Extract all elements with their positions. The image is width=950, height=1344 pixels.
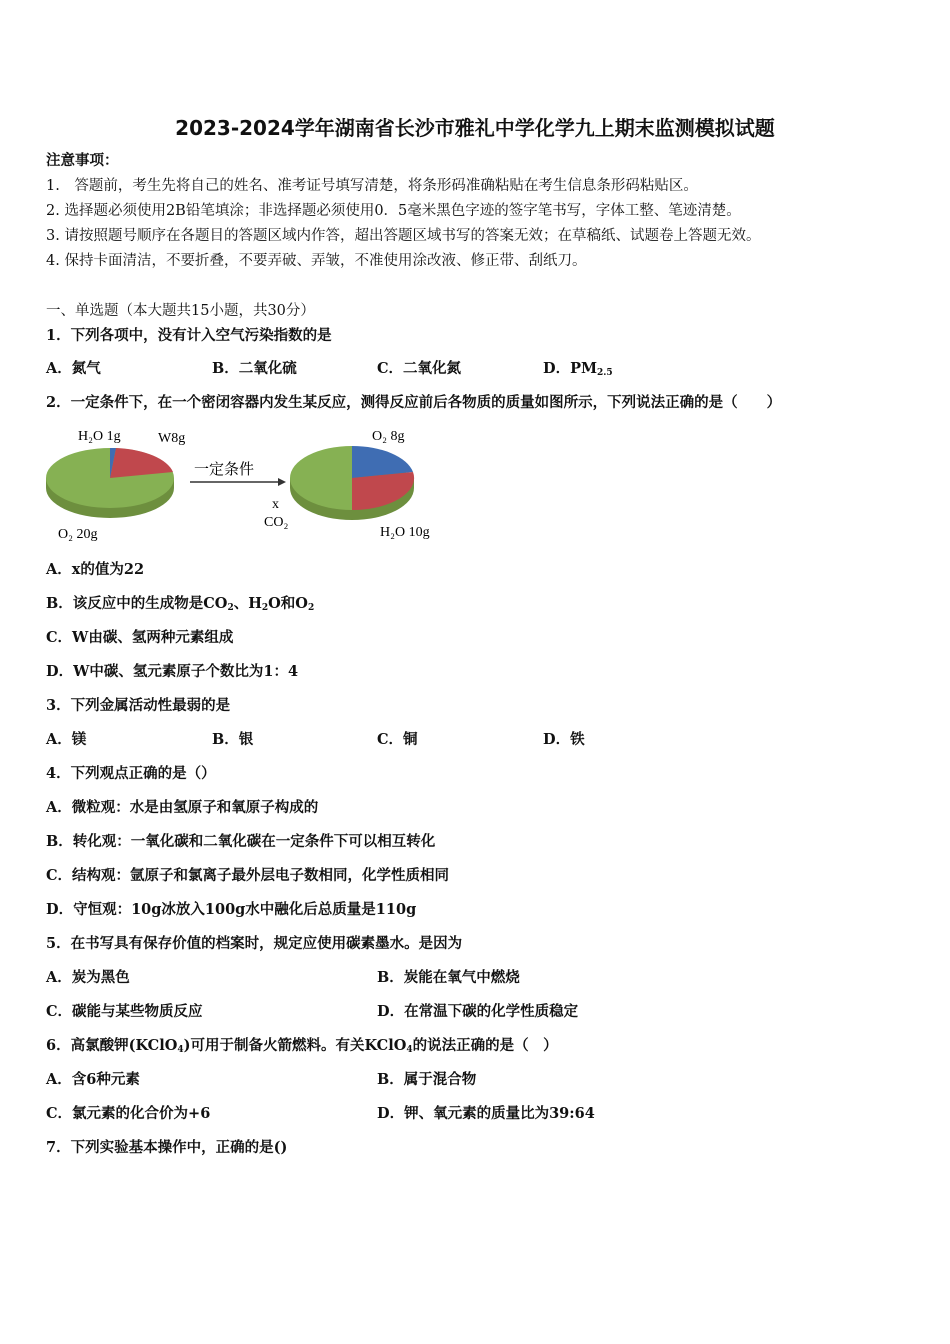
right-label-h2o: H₂O 10g: [380, 525, 430, 540]
q5-option-b: B．炭能在氧气中燃烧: [377, 969, 520, 986]
q4-option-b: B．转化观：一氧化碳和二氧化碳在一定条件下可以相互转化: [46, 833, 436, 850]
notice-item-1: 1. 答题前，考生先将自己的姓名、准考证号填写清楚，将条形码准确粘贴在考生信息条形码粘贴区。: [46, 178, 698, 194]
notice-item-3: 3. 请按照题号顺序在各题目的答题区域内作答，超出答题区域书写的答案无效；在草稿纸、试题卷上答题无效。: [46, 228, 761, 244]
right-label-o2: O₂ 8g: [372, 429, 405, 444]
left-label-h2o: H₂O 1g: [78, 429, 121, 444]
q6-stem: 6．高氯酸钾(KClO$_4$)可用于制备火箭燃料。有关KClO$_4$的说法正确的是（ ）: [46, 1037, 558, 1055]
q6-option-c: C．氯元素的化合价为+6: [46, 1105, 211, 1122]
q1-option-c: C．二氧化氮: [377, 360, 462, 377]
q4-option-c: C．结构观：氩原子和氯离子最外层电子数相同，化学性质相同: [46, 867, 450, 884]
notice-item-2: 2. 选择题必须使用2B铅笔填涂；非选择题必须使用0．5毫米黑色字迹的签字笔书写，字体工整、笔迹清楚。: [46, 203, 741, 219]
q2-option-d: D．W中碳、氢元素原子个数比为1：4: [46, 663, 299, 680]
q5-option-d: D．在常温下碳的化学性质稳定: [377, 1003, 579, 1020]
q3-option-c: C．铜: [377, 731, 418, 748]
q4-option-a: A．微粒观：水是由氢原子和氧原子构成的: [46, 799, 319, 816]
q2-stem: 2．一定条件下，在一个密闭容器内发生某反应，测得反应前后各物质的质量如图所示，下列说法正确的是（ ）: [46, 394, 782, 411]
q6-option-a: A．含6种元素: [46, 1071, 140, 1088]
q1-option-a: A．氮气: [46, 360, 101, 377]
q7-stem: 7．下列实验基本操作中，正确的是(): [46, 1139, 288, 1156]
section-heading: 一、单选题（本大题共15小题，共30分）: [46, 303, 315, 319]
left-label-w: W8g: [158, 431, 186, 446]
arrow-label: 一定条件: [194, 460, 255, 478]
q2-option-b: B．该反应中的生成物是$CO_2$、$H_2O$和$O_2$: [46, 595, 315, 613]
q6-option-d: D．钾、氧元素的质量比为39:64: [377, 1105, 595, 1122]
q2-option-c: C．W由碳、氢两种元素组成: [46, 629, 234, 646]
left-label-o2: O₂ 20g: [58, 527, 98, 542]
q5-option-a: A．炭为黑色: [46, 969, 130, 986]
right-label-x: x: [272, 497, 279, 512]
q4-option-d: D．守恒观：10g冰放入100g水中融化后总质量是110g: [46, 901, 417, 918]
q1-stem: 1．下列各项中，没有计入空气污染指数的是: [46, 327, 332, 344]
notice-item-4: 4. 保持卡面清洁，不要折叠，不要弄破、弄皱，不准使用涂改液、修正带、刮纸刀。: [46, 253, 587, 269]
q5-option-c: C．碳能与某些物质反应: [46, 1003, 203, 1020]
q6-option-b: B．属于混合物: [377, 1071, 477, 1088]
q1-option-b: B．二氧化硫: [212, 360, 297, 377]
q3-option-a: A．镁: [46, 731, 87, 748]
q1-option-d: D．$PM_{2.5}$: [543, 360, 613, 378]
left-pie-chart: [46, 448, 174, 518]
q3-option-b: B．银: [212, 731, 254, 748]
q2-option-a: A．x的值为22: [46, 561, 145, 578]
q3-option-d: D．铁: [543, 731, 585, 748]
q5-stem: 5．在书写具有保存价值的档案时，规定应使用碳素墨水。是因为: [46, 935, 463, 952]
q2-pie-figure: [46, 420, 456, 550]
right-label-co2: CO₂: [264, 515, 289, 530]
right-pie-chart: [290, 446, 414, 520]
arrow-head: [278, 478, 286, 486]
q3-stem: 3．下列金属活动性最弱的是: [46, 697, 231, 714]
q4-stem: 4．下列观点正确的是（）: [46, 765, 216, 782]
notice-heading: 注意事项：: [46, 152, 119, 169]
page-title: 2023-2024学年湖南省长沙市雅礼中学化学九上期末监测模拟试题: [175, 116, 775, 140]
